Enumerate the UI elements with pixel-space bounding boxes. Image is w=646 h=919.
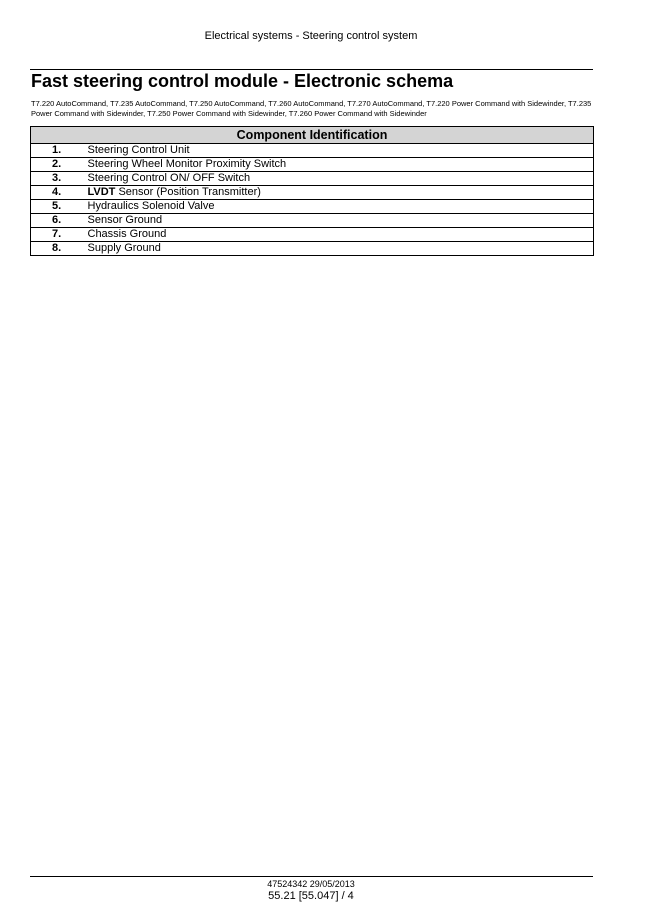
row-label: Steering Control Unit [88,144,594,158]
table-row [31,144,594,158]
row-label: Sensor Ground [88,214,594,228]
component-identification-table [30,126,594,256]
row-label: Hydraulics Solenoid Valve [88,200,594,214]
row-number: 7. [31,228,88,242]
table-row [31,242,594,256]
applicable-models: T7.220 AutoCommand, T7.235 AutoCommand, T7.250 AutoCommand, T7.260 AutoCommand, T7.270 AutoCommand, T7.220 Power Command with Sidewinder, T7.235 Power Command with Sidewinder, T7.250 Power Command with Sidewinder, T7.260 Power Command with Sidewinder [31,99,592,118]
row-number: 2. [31,158,88,172]
row-label: Supply Ground [88,242,594,256]
footer-rule [30,876,593,877]
running-header: Electrical systems - Steering control system [204,30,418,42]
row-label: Chassis Ground [88,228,594,242]
row-number: 1. [31,144,88,158]
page-title: Fast steering control module - Electronic schema [31,71,454,91]
table-row [31,214,594,228]
row-number: 4. [31,186,88,200]
row-label-rest: Sensor (Position Transmitter) [115,186,261,198]
row-number: 3. [31,172,88,186]
row-number: 8. [31,242,88,256]
row-label-bold: LVDT [87,186,116,198]
table-row [31,186,594,200]
footer-doc-reference: 47524342 29/05/2013 [267,879,355,889]
title-rule [30,69,593,70]
table-row [31,200,594,214]
row-number: 5. [31,200,88,214]
row-label [88,186,594,200]
table-row [31,158,594,172]
row-number: 6. [31,214,88,228]
footer-page-reference: 55.21 [55.047] / 4 [268,890,354,902]
table-heading: Component Identification [31,127,594,144]
table-row [31,228,594,242]
table-row [31,172,594,186]
row-label: Steering Control ON/ OFF Switch [88,172,594,186]
row-label: Steering Wheel Monitor Proximity Switch [88,158,594,172]
